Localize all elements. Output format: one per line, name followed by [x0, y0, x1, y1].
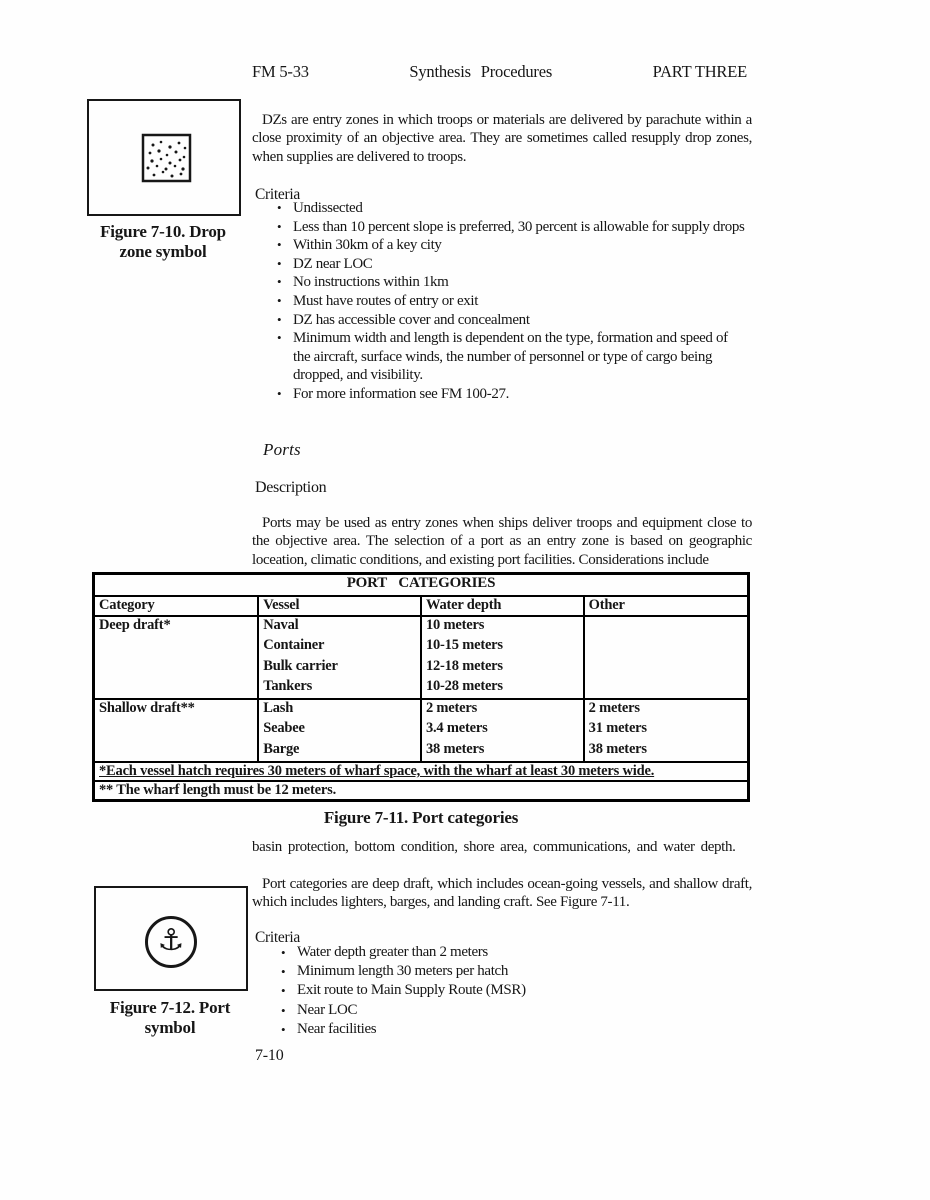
- ports-continuation-line: basin protection, bottom condition, shore area, communications, and water depth.: [252, 839, 736, 855]
- figure-7-12-caption-line2: symbol: [144, 1018, 196, 1037]
- list-item: • Within 30km of a key city: [277, 237, 442, 254]
- table-title: PORT CATEGORIES: [94, 574, 749, 597]
- shallow-draft-vessel-cell: Lash Seabee Barge: [258, 699, 421, 762]
- table-footnote-row: [94, 762, 749, 781]
- list-item: • DZ near LOC: [277, 255, 373, 272]
- shallow-draft-water-depth-cell: 2 meters 3.4 meters 38 meters: [421, 699, 584, 762]
- shallow-draft-other-cell: 2 meters 31 meters 38 meters: [584, 699, 749, 762]
- dz-criteria-label: Criteria: [255, 186, 300, 203]
- list-item: • Less than 10 percent slope is preferred, 30 percent is allowable for supply drops: [277, 218, 745, 235]
- bullet-icon: •: [281, 983, 286, 999]
- figure-7-12-caption-line1: Figure 7-12. Port: [109, 998, 231, 1017]
- figure-7-10-caption-line1: Figure 7-10. Drop: [100, 222, 226, 241]
- bullet-icon: •: [277, 237, 282, 253]
- table-footnote-1: *Each vessel hatch requires 30 meters of wharf space, with the wharf at least 30 meters wide.: [94, 762, 749, 781]
- list-item: • For more information see FM 100-27.: [277, 385, 510, 402]
- header-title: Synthesis Procedures: [409, 62, 553, 81]
- list-item: • DZ has accessible cover and concealment: [277, 311, 530, 328]
- ports-description-paragraph: Ports may be used as entry zones when ships deliver troops and equipment close to the objective area. The selection of a port as an entry zone is based on geographic loceation, climatic conditions, and existing port facilities. Considerations include: [252, 515, 752, 568]
- bullet-icon: •: [281, 1002, 286, 1018]
- bullet-icon: •: [281, 1021, 286, 1037]
- col-header-vessel: Vessel: [258, 596, 421, 616]
- table-footnote-row: [94, 781, 749, 801]
- col-header-other: Other: [584, 596, 749, 616]
- bullet-icon: •: [277, 385, 282, 401]
- figure-7-12-box: [94, 886, 248, 991]
- list-item: • Exit route to Main Supply Route (MSR): [281, 981, 751, 1000]
- figure-7-10-caption-line2: zone symbol: [119, 242, 207, 261]
- page-header: [252, 62, 747, 82]
- port-categories-table: [92, 572, 750, 802]
- ports-criteria-list: [281, 943, 751, 1039]
- table-title-row: [94, 574, 749, 597]
- col-header-category: Category: [94, 596, 259, 616]
- port-categories-paragraph: Port categories are deep draft, which includes ocean-going vessels, and shallow draft, which includes lighters, barges, and landing craft. See Figure 7-11.: [252, 876, 752, 911]
- anchor-icon: ⚓: [157, 923, 185, 958]
- header-part: PART THREE: [652, 62, 747, 81]
- dz-criteria-list: [277, 199, 747, 404]
- deep-draft-category-cell: Deep draft*: [94, 616, 259, 699]
- bullet-icon: •: [277, 330, 282, 346]
- dz-intro-paragraph: DZs are entry zones in which troops or materials are delivered by parachute within a close proximity of an objective area. They are sometimes called resupply drop zones, when supplies are delivered to troops.: [252, 112, 752, 165]
- ports-description-label: Description: [255, 479, 327, 496]
- bullet-icon: •: [277, 274, 282, 290]
- table-header-row: [94, 596, 749, 616]
- bullet-icon: •: [281, 964, 286, 980]
- list-item: • Water depth greater than 2 meters: [281, 943, 751, 962]
- bullet-icon: •: [277, 200, 282, 215]
- deep-draft-water-depth-cell: 10 meters 10-15 meters 12-18 meters 10-28 meters: [421, 616, 584, 699]
- anchor-circle: [145, 916, 197, 968]
- bullet-icon: •: [277, 255, 282, 271]
- deep-draft-vessel-cell: Naval Container Bulk carrier Tankers: [258, 616, 421, 699]
- figure-7-10-caption: [63, 222, 263, 262]
- bullet-icon: •: [281, 945, 286, 960]
- bullet-icon: •: [277, 292, 282, 308]
- shallow-draft-category-cell: Shallow draft**: [94, 699, 259, 762]
- list-item: • Near LOC: [281, 1001, 751, 1020]
- col-header-water-depth: Water depth: [421, 596, 584, 616]
- bullet-icon: •: [277, 218, 282, 234]
- list-item: • Near facilities: [281, 1020, 751, 1039]
- drop-zone-symbol-icon: [89, 101, 239, 214]
- table-row: [94, 616, 749, 699]
- list-item: • Minimum length 30 meters per hatch: [281, 962, 751, 981]
- deep-draft-other-cell: [584, 616, 749, 699]
- header-doc-id: FM 5-33: [252, 62, 309, 81]
- list-item: • No instructions within 1km: [277, 274, 449, 291]
- ports-criteria-label: Criteria: [255, 929, 300, 946]
- list-item: • Undissected: [277, 200, 363, 216]
- figure-7-12-caption: [70, 998, 270, 1038]
- page-number: 7-10: [255, 1047, 284, 1064]
- figure-7-11-caption: Figure 7-11. Port categories: [323, 808, 519, 827]
- bullet-icon: •: [277, 311, 282, 327]
- list-item: • Minimum width and length is dependent on the type, formation and speed of the aircraft, surface winds, the number of personnel or type of cargo being dropped, and visibility.: [277, 330, 728, 384]
- figure-7-10-box: [87, 99, 241, 216]
- table-footnote-2: ** The wharf length must be 12 meters.: [94, 781, 749, 801]
- list-item: • Must have routes of entry or exit: [277, 292, 479, 309]
- ports-heading: Ports: [263, 440, 301, 459]
- table-row: [94, 699, 749, 762]
